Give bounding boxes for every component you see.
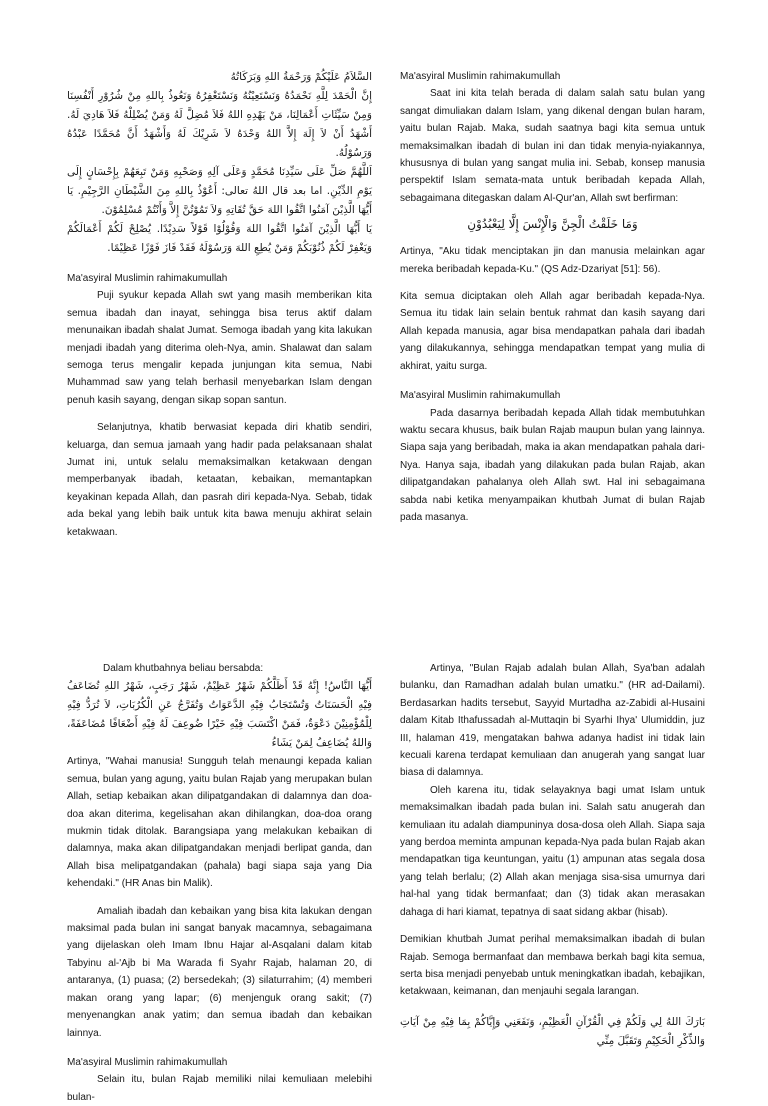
arabic-hadith: أَيُّهَا النَّاسُ! إِنَّهُ قَدْ أَظَلَّكُمْ شَهْرٌ عَظِيْمٌ، شَهْرُ رَجَبٍ، شَهْرُ اللهِ تُضَاعَفُ فِيْهِ الْحَسَنَاتُ وَتُسْتَجَابُ فِيْهِ الدَّعَوَاتُ وَتُفَرَّجُ عَنِ الْكُرُبَاتِ، لاَ تُرَدُّ فِيْهِ لِلْمُؤْمِنِيْنَ دَعْوَةٌ، فَمَنْ اكْتَسَبَ فِيْهِ خَيْرًا ضُوعِفَ لَهُ فِيْهِ أَضْعَافًا مُضَاعَفَةً، وَاللهُ يُضَاعِفُ لِمَنْ يَشَاءُ bbox=[67, 680, 372, 750]
section-heading: Ma'asyiral Muslimin rahimakumullah bbox=[400, 390, 561, 402]
section-heading: Ma'asyiral Muslimin rahimakumullah bbox=[67, 1056, 228, 1068]
arabic-shalawat: اَللَّهُمَّ صَلِّ عَلَى سَيِّدِنَا مُحَمَّدٍ وَعَلَى آلِهِ وَصَحْبِهِ وَمَنْ تَبِعَهُمْ بِإِحْسَانٍ إِلَى يَوْمِ الدِّيْنِ. اما بعد قال اللهُ تعالى: أَعُوْذُ بِاللهِ مِنَ الشَّيْطَانِ الرَّجِيْمِ. يَا أَيُّهَا الَّذِيْنَ آمَنُوا اتَّقُوا اللهَ حَقَّ تُقَاتِهِ وَلاَ تَمُوْتُنَّ إِلاَّ وَأَنْتُمْ مُسْلِمُوْنَ. bbox=[67, 166, 372, 216]
column-left-top bbox=[67, 68, 372, 541]
paragraph: Saat ini kita telah berada di dalam salah satu bulan yang sangat dimuliakan dalam Islam, yang dikenal dengan bulan haram, yaitu bulan Rajab. Maka, sudah saatnya bagi kita semua untuk memaksimalkan ibadah di bulan ini dan tidak menyia-nyiakannya, khususnya di bulan yang sangat mulia ini. Sebab, konsep manusia perspektif Islam semata-mata untuk beribadah kepada Allah, sebagaimana ditegaskan dalam Al-Qur'an, Allah swt berfirman: bbox=[400, 88, 705, 204]
section-heading: Ma'asyiral Muslimin rahimakumullah bbox=[67, 273, 228, 284]
paragraph: Artinya, "Aku tidak menciptakan jin dan manusia melainkan agar mereka beribadah kepada-Ku." (QS Adz-Dzariyat [51]: 56). bbox=[400, 246, 705, 275]
column-left-bottom bbox=[67, 660, 372, 1106]
paragraph: Kita semua diciptakan oleh Allah agar beribadah kepada-Nya. Semua itu tidak lain selain bentuk rahmat dan kasih sayang dari Allah kepada manusia, agar bisa mendapatkan pahala dari ibadah yang dilakukannya, sehingga mendapatkan tempat yang mulia di akhirat, yaitu surga. bbox=[400, 291, 705, 372]
column-right-bottom bbox=[400, 660, 705, 1051]
paragraph: Puji syukur kepada Allah swt yang masih memberikan kita semua ibadah dan inayat, sehingga bisa terus aktif dalam menunaikan ibadah shalat Jumat. Semoga ibadah yang kita lakukan menjadi ibadah yang diterima oleh-Nya, amin. Shalawat dan salam semoga terus mengalir kepada junjungan kita semua, Nabi Muhammad saw yang telah berhasil menyebarkan Islam dengan penuh kasih sayang, dengan sikap sopan santun. bbox=[67, 290, 372, 406]
paragraph: Oleh karena itu, tidak selayaknya bagi umat Islam untuk memaksimalkan ibadah pada bulan ini. Salah satu anugerah dan kemuliaan itu adalah diampuninya dosa-dosa oleh Allah. Siapa saja yang berdoa meminta ampunan kepada-Nya pada bulan Rajab akan mendapatkan tiga keuntungan, yaitu (1) ampunan atas segala dosa yang telah berlalu; (2) Allah akan menjaga sisa-sisa umurnya dari hal-hal yang tidak bermanfaat; dan (3) tidak akan merasakan dahaga di hari kiamat, tepatnya di saat sidang akbar (hisab). bbox=[400, 784, 705, 918]
section-heading: Ma'asyiral Muslimin rahimakumullah bbox=[400, 71, 561, 82]
paragraph: Amaliah ibadah dan kebaikan yang bisa kita lakukan dengan maksimal pada bulan ini sangat banyak macamnya, sebagaimana yang dijelaskan oleh Imam Ibnu Hajar al-Asqalani dalam kitab Tabyinu al-'Ajb bi Ma Warada fi Syahr Rajab, halaman 20, di antaranya, (1) puasa; (2) bersedekah; (3) silaturrahim; (4) memberi makan orang yang lapar; (6) menjenguk orang sakit; (7) menyenangkan anak yatim; dan semua ibadah dan kebaikan lainnya. bbox=[67, 905, 372, 1039]
paragraph: Selain itu, bulan Rajab memiliki nilai kemuliaan melebihi bulan- bbox=[67, 1074, 372, 1103]
arabic-ayah: يَا أَيُّهَا الَّذِيْنَ آمَنُوا اتَّقُوا اللهَ وَقُوْلُوْا قَوْلاً سَدِيْدًا. يُصْلِحْ لَكُمْ أَعْمَالَكُمْ وَيَغْفِرْ لَكُمْ ذُنُوْبَكُمْ وَمَنْ يُطِعِ اللهَ وَرَسُوْلَهُ فَقَدْ فَازَ فَوْزًا عَظِيْمًا. bbox=[67, 223, 372, 254]
arabic-closing: بَارَكَ اللهُ لِي وَلَكُمْ فِي الْقُرْآنِ الْعَظِيْمِ، وَنَفَعَنِي وَإِيَّاكُمْ بِمَا فِيْهِ مِنْ آيَاتِ وَالذِّكْرِ الْحَكِيْمِ وَتَقَبَّلَ مِنِّي bbox=[400, 1015, 705, 1047]
paragraph: Artinya, "Bulan Rajab adalah bulan Allah, Sya'ban adalah bulanku, dan Ramadhan adalah bulan umatku." (HR ad-Dailami). Berdasarkan hadits tersebut, Sayyid Murtadha az-Zabidi al-Husaini dalam Kitab Ithafussadah al-Muttaqin bi Syarhi Ihya' Ulumiddin, juz III, halaman 419, mengatakan bahwa adanya hadist ini tidak lain kecuali karena terdapat kemuliaan dan anugerah yang sangat luar biasa di dalamnya. bbox=[400, 663, 705, 779]
arabic-opening: إِنَّ الْحَمْدَ لِلَّهِ نَحْمَدُهُ وَنَسْتَعِيْنُهُ وَنَسْتَغْفِرُهُ وَنَعُوذُ بِاللهِ مِنْ شُرُوْرِ أَنْفُسِنَا وَمِنْ سَيِّئَاتِ أَعْمَالِنَا، مَنْ يَهْدِهِ اللهُ فَلاَ مُضِلَّ لَهُ وَمَنْ يُضْلِلْهُ فَلاَ هَادِيَ لَهُ. أَشْهَدُ أَنْ لاَ إِلَهَ إِلاَّ اللهُ وَحْدَهُ لاَ شَرِيْكَ لَهُ وَأَشْهَدُ أَنَّ مُحَمَّدًا عَبْدُهُ وَرَسُوْلُهُ. bbox=[67, 90, 372, 159]
hadith-intro: Dalam khutbahnya beliau bersabda: bbox=[103, 663, 264, 674]
column-right-top bbox=[400, 68, 705, 526]
paragraph: Demikian khutbah Jumat perihal memaksimalkan ibadah di bulan Rajab. Semoga bermanfaat dan membawa berkah bagi kita semua, serta bisa menjadi penyebab untuk meningkatkan ibadah, kebajikan, ketakwaan, keimanan, dan menjauhi segala larangan. bbox=[400, 934, 705, 998]
arabic-salam: السَّلاَمُ عَلَيْكُمْ وَرَحْمَةُ اللهِ وَبَرَكَاتُهُ bbox=[230, 71, 372, 83]
paragraph: Selanjutnya, khatib berwasiat kepada diri khatib sendiri, keluarga, dan semua jamaah yang hadir pada pelaksanaan shalat Jumat ini, untuk selalu memaksimalkan ketakwaan dengan memperbanyak ibadah, ketaatan, kebaikan, memantapkan keyakinan kepada Allah, dan pasrah diri kepada-Nya. Sebab, tidak ada bekal yang lebih baik untuk kita bawa menuju akhirat selain ketakwaan. bbox=[67, 422, 372, 538]
arabic-verse: وَمَا خَلَقْتُ الْجِنَّ وَالْإِنْسَ إِلَّا لِيَعْبُدُوْنِ bbox=[467, 217, 638, 232]
paragraph: Artinya, "Wahai manusia! Sungguh telah menaungi kepada kalian semua, bulan yang agung, yaitu bulan Rajab yang merupakan bulan Allah, setiap kebaikan akan dilipatgandakan di dalamnya dan doa-doa akan diterima, kegelisahan akan dihilangkan, doa-doa orang mukmin tidak ditolak. Barangsiapa yang melakukan kebaikan di dalamnya, maka akan dilipatgandakan menjadi berlipat ganda, dan Allah bisa melipatgandakan (pahala) bagi siapa saja yang Dia kehendaki." (HR Anas bin Malik). bbox=[67, 756, 372, 890]
paragraph: Pada dasarnya beribadah kepada Allah tidak membutuhkan waktu secara khusus, baik bulan Rajab maupun bulan yang lainnya. Siapa saja yang beribadah, maka ia akan mendapatkan pahala dari-Nya. Hanya saja, ibadah yang dilakukan pada bulan Rajab, akan dilipatgandakan pahalanya oleh Allah swt. Hal ini sebagaimana sabda nabi ketika menyampaikan khutbah Jumat di bulan Rajab pada masanya. bbox=[400, 407, 705, 523]
